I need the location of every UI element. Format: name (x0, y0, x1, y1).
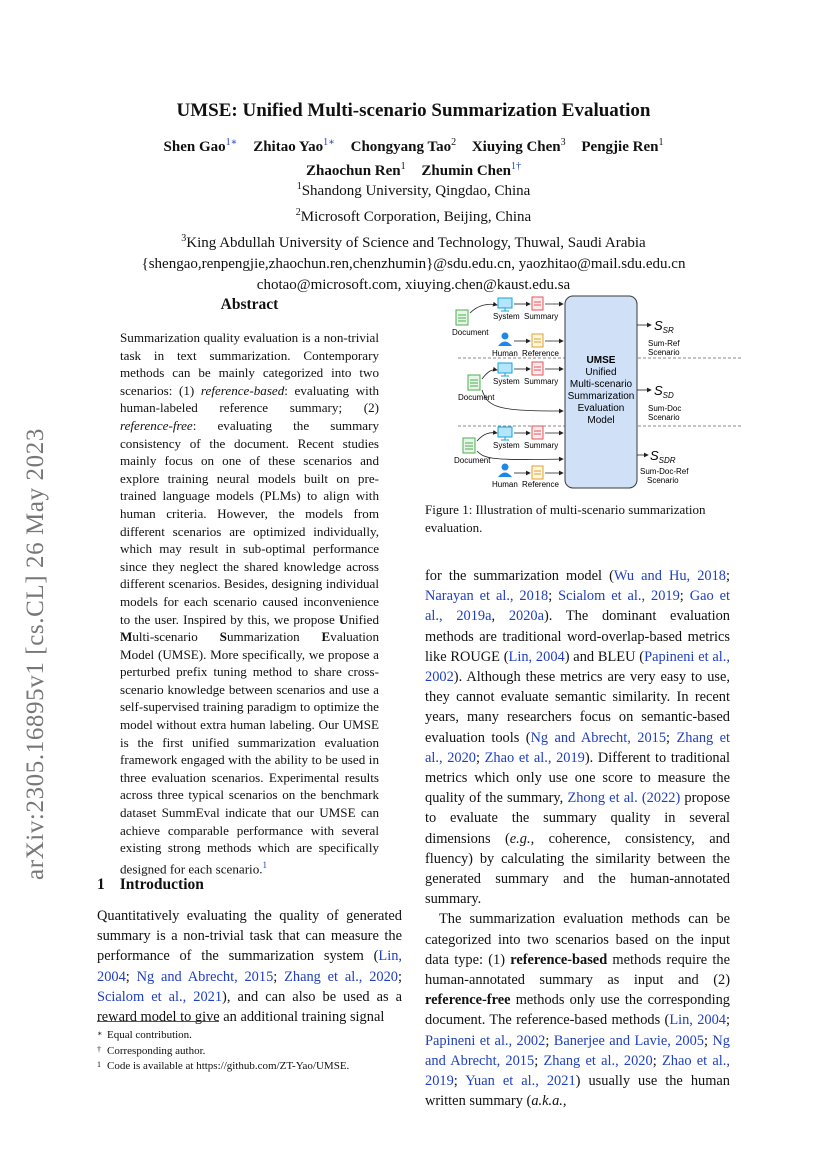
author: Xiuying Chen$^3$ (471, 137, 566, 155)
citation-link[interactable]: Ng and Abrecht, 2015 (136, 968, 274, 985)
citation-link[interactable]: Lin, 2004 (508, 648, 565, 665)
scenario-group-sumdoc (458, 362, 563, 411)
scenario-label: Sum-Doc (648, 404, 682, 413)
citation-link[interactable]: Ng and Abrecht, 2015 (425, 1032, 730, 1069)
system-monitor-icon (498, 427, 512, 440)
model-label: Evaluation (577, 403, 625, 414)
author: Shen Gao$^{1∗}$ (163, 137, 238, 155)
human-icon (498, 333, 512, 347)
citation-link[interactable]: Lin, 2004 (669, 1012, 726, 1029)
reference-icon (532, 466, 543, 479)
summary-icon (532, 426, 543, 439)
email-line: {shengao,renpengjie,zhaochun.ren,chenzhumin}@sdu.edu.cn, yaozhitao@mail.sdu.edu.cn (141, 256, 686, 272)
citation-link[interactable]: Zhang et al., 2020 (543, 1052, 653, 1069)
author-list (100, 133, 727, 181)
author: Zhaochun Ren$^1$ (306, 161, 406, 179)
model-label: UMSE (586, 355, 616, 366)
human-label: Human (492, 349, 518, 358)
author: Pengjie Ren$^1$ (581, 137, 664, 155)
citation-link[interactable]: Wu and Hu, 2018 (613, 568, 726, 584)
figure-1 (448, 293, 748, 493)
affiliation: $^2$Microsoft Corporation, Beijing, China (295, 207, 532, 225)
citation-link[interactable]: Gao et al., 2019a (425, 588, 730, 625)
scenario-label: Sum-Doc-Ref (640, 467, 689, 476)
model-label: Model (587, 415, 615, 426)
citation-link[interactable]: Scialom et al., 2021 (97, 988, 223, 1005)
author: Chongyang Tao$^2$ (350, 137, 457, 155)
citation-link[interactable]: Zhong et al. (2022) (567, 790, 681, 807)
output-sumref (637, 318, 680, 357)
system-label: System (493, 312, 520, 321)
arxiv-side-stamp: arXiv:2305.16895v1 [cs.CL] 26 May 2023 (22, 428, 49, 880)
author: Zhumin Chen$^{1\dagger}$ (421, 161, 521, 179)
citation-link[interactable]: Zhao et al., 2019 (484, 749, 585, 766)
summary-icon (532, 297, 543, 310)
citation-link[interactable]: Lin, 2004 (97, 948, 402, 985)
model-label: Summarization (567, 391, 635, 402)
scenario-label: Sum-Ref (648, 339, 680, 348)
footnotes (97, 1028, 402, 1075)
summary-label: Summary (524, 441, 559, 450)
citation-link[interactable]: Narayan et al., 2018 (425, 588, 549, 605)
reference-label: Reference (522, 349, 559, 358)
citation-link[interactable]: 2020a (508, 608, 544, 625)
email-line: chotao@microsoft.com, xiuying.chen@kaust.edu.sa (256, 277, 571, 293)
paper-title: UMSE: Unified Multi-scenario Summarization Evaluation (176, 100, 651, 121)
document-icon (468, 375, 480, 390)
multi-scenario-diagram (448, 293, 748, 493)
reference-label: Reference (522, 480, 559, 489)
paragraph: for the summarization model (Wu and Hu, 2018; Narayan et al., 2018; Scialom et al., 2019; Gao et al., 2019a, 2020a). The dominant evaluation methods are traditional word-overlap-based metrics like ROUGE (Lin, 2004) and BLEU (Papineni et al., 2002). Although these metrics are very easy to use, they cannot evaluate semantic similarity. In recent years, many researchers focus on semantic-based evaluation tools (Ng and Abrecht, 2015; Zhang et al., 2020; Zhao et al., 2019). Different to traditional metrics which only use one score to measure the quality of the summary, Zhong et al. (2022) propose to evaluate the summary quality in several dimensions (e.g., coherence, consistency, and fluency) by calculating the similarity between the generated summary and the human-annotated summary. (425, 568, 731, 908)
scenario-group-sumdocref (454, 426, 563, 489)
summary-icon (532, 362, 543, 375)
citation-link[interactable]: Yuan et al., 2021 (465, 1073, 576, 1090)
scenario-label: Scenario (647, 476, 679, 485)
paragraph: The summarization evaluation methods can be categorized into two scenarios based on the input data type: (1) reference-based methods require the human-annotated summary as input and (2) reference-free methods only use the corresponding document. The reference-based methods (Lin, 2004; Papineni et al., 2002; Banerjee and Lavie, 2005; Ng and Abrecht, 2015; Zhang et al., 2020; Zhao et al., 2019; Yuan et al., 2021) usually use the human written summary (a.k.a., (425, 911, 730, 1110)
affiliation: $^3$King Abdullah University of Science and Technology, Thuwal, Saudi Arabia (181, 233, 646, 251)
citation-link[interactable]: Zhao et al., 2019 (425, 1052, 730, 1090)
citation-link[interactable]: Banerjee and Lavie, 2005 (553, 1032, 704, 1049)
intro-text: Quantitatively evaluating the quality of generated summary is a non-trivial task that can measure the performance of the summarization system (Lin, 2004; Ng and Abrecht, 2015; Zhang et al., 2020; Scialom et al., 2021), and can also be used as a reward model to give an additional training signal (97, 908, 402, 1026)
right-column-text (425, 566, 730, 1111)
system-label: System (493, 377, 520, 386)
document-icon (463, 438, 475, 453)
section-heading: 1 Introduction (97, 876, 204, 893)
citation-link[interactable]: Ng and Abrecht, 2015 (530, 729, 667, 746)
affiliation: $^1$Shandong University, Qingdao, China (296, 181, 531, 199)
summary-label: Summary (524, 377, 559, 386)
citation-link[interactable]: Papineni et al., 2002 (425, 1032, 546, 1049)
output-sumdoc (637, 383, 681, 422)
scenario-label: Scenario (648, 348, 680, 357)
citation-link[interactable]: Papineni et al., 2002 (425, 648, 730, 686)
citation-link[interactable]: Zhang et al., 2020 (284, 968, 398, 985)
abstract-heading: Abstract (220, 296, 279, 313)
footnote: 1 Code is available at https://github.com/ZT-Yao/UMSE. (97, 1060, 350, 1072)
model-label: Unified (585, 367, 617, 378)
system-monitor-icon (498, 363, 512, 376)
summary-label: Summary (524, 312, 559, 321)
document-label: Document (452, 328, 489, 337)
svg-text:SSD: $S_{SD}$ (654, 383, 674, 400)
document-icon (456, 310, 468, 325)
system-label: System (493, 441, 520, 450)
system-monitor-icon (498, 298, 512, 311)
affiliations (60, 176, 767, 296)
footnote: † Corresponding author. (97, 1044, 206, 1057)
footnote: ∗ Equal contribution. (97, 1029, 192, 1041)
reference-icon (532, 334, 543, 347)
human-icon (498, 464, 512, 478)
document-label: Document (454, 456, 491, 465)
model-label: Multi-scenario (569, 379, 633, 390)
human-label: Human (492, 480, 518, 489)
footnote-rule (97, 1021, 219, 1022)
author: Zhitao Yao$^{1∗}$ (253, 137, 335, 155)
figure-caption: Figure 1: Illustration of multi-scenario summarization evaluation. (425, 502, 706, 535)
output-sumdocref (637, 448, 689, 485)
svg-text:SSDR: $S_{SDR}$ (650, 448, 676, 465)
footnote-link[interactable]: 1 (262, 859, 268, 870)
citation-link[interactable]: Scialom et al., 2019 (558, 588, 680, 605)
svg-text:SSR: $S_{SR}$ (654, 318, 674, 335)
citation-link[interactable]: Zhang et al., 2020 (425, 729, 731, 766)
scenario-label: Scenario (648, 413, 680, 422)
scenario-group-sumref (452, 297, 563, 358)
abstract-text: Summarization quality evaluation is a non-trivial task in text summarization. Contemporary methods can be mainly categorized into two scenarios: (1) reference-based: evaluating with human-labeled reference summary; (2) reference-free: evaluating the summary consistency of the document. Recent studies mainly focus on one of these scenarios and explore training neural models built on pre-trained language models (PLMs) to align with human criteria. However, the models from different scenarios are optimized individually, which may result in sub-optimal performance since they neglect the shared knowledge across different scenarios. Besides, designing individual models for each scenario caused inconvenience to the user. Inspired by this, we propose Unified Multi-scenario Summarization Evaluation Model (UMSE). More specifically, we propose a perturbed prefix tuning method to share cross-scenario knowledge between scenarios and use a self-supervised training paradigm to optimize the model without extra human labeling. Our UMSE is the first unified summarization evaluation framework engaged with the ability to be used in three evaluation scenarios. Experimental results across three typical scenarios on the benchmark dataset SummEval indicate that our UMSE can achieve comparable performance with several existing strong methods which are specifically designed for each scenario.$^1$ (120, 330, 380, 877)
document-label: Document (458, 393, 495, 402)
